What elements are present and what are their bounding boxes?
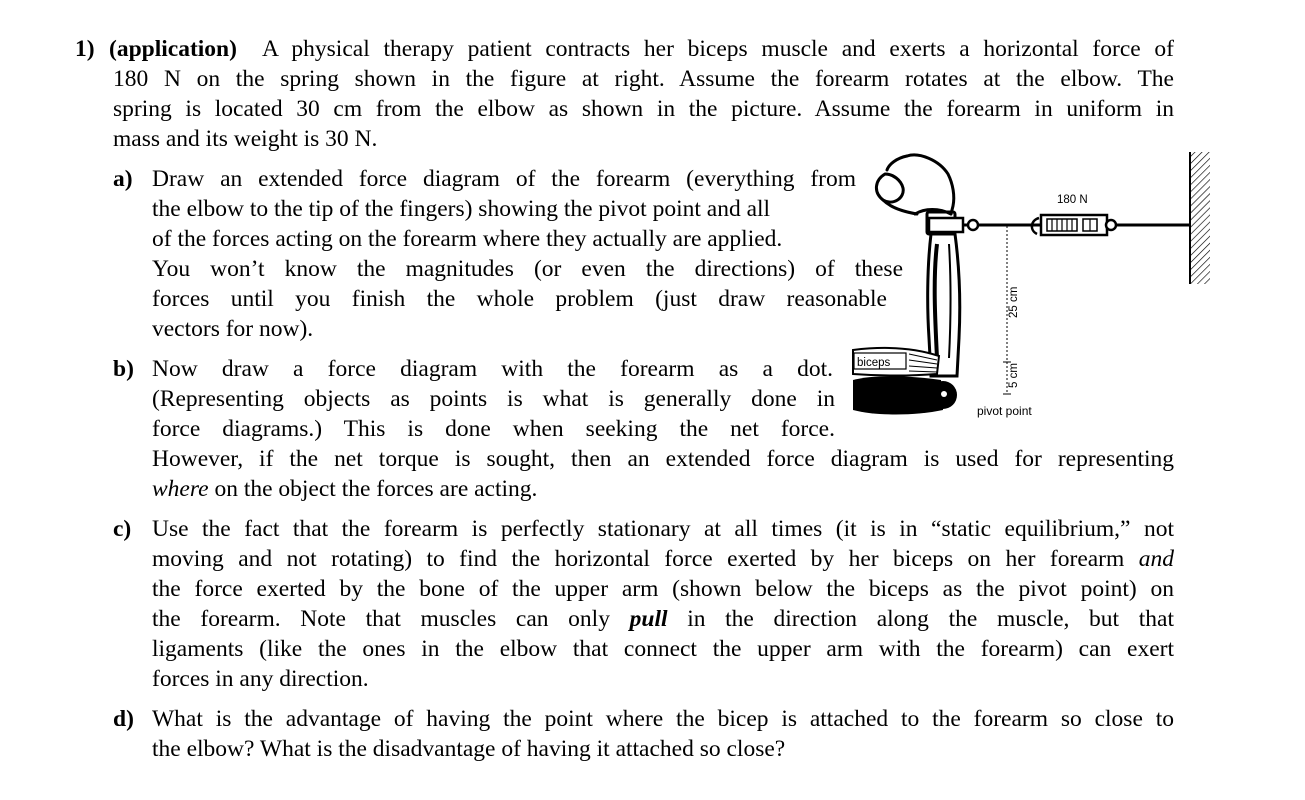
part-b-line-3: force diagrams.) This is done when seeking the net force.: [152, 416, 835, 442]
upper-arm: [853, 376, 957, 414]
part-c-label: c): [113, 516, 132, 542]
part-b-line-5-rest: on the object the forces are acting.: [208, 476, 538, 502]
part-c-line-6: forces in any direction.: [152, 666, 369, 692]
part-c-line-1: Use the fact that the forearm is perfectly stationary at all times (it is in “static equilibrium,” not: [152, 516, 1174, 542]
part-d-line-1: What is the advantage of having the point where the bicep is attached to the forearm so close to: [152, 706, 1174, 732]
wall: [1190, 152, 1210, 284]
part-c-line-3: the force exerted by the bone of the upper arm (shown below the biceps as the pivot point) on: [152, 576, 1174, 602]
part-c-line-4: [152, 604, 1174, 634]
dimension-25cm: 25 cm: [1008, 286, 1020, 318]
part-c-line-2-text: moving and not rotating) to find the horizontal force exerted by her biceps on her forearm: [152, 546, 1139, 572]
spring-scale: [1027, 215, 1190, 235]
problem-line-2: 180 N on the spring shown in the figure at right. Assume the forearm rotates at the elbow. The: [113, 66, 1174, 92]
part-b-italic-where: where: [152, 476, 209, 502]
part-b-label: b): [113, 356, 134, 382]
part-b-line-1: Now draw a force diagram with the forearm as a dot.: [152, 356, 833, 382]
problem-line-3: spring is located 30 cm from the elbow as shown in the picture. Assume the forearm in uniform in: [113, 96, 1174, 122]
part-c-bold-pull: pull: [629, 606, 668, 632]
part-c-italic-and: and: [1138, 546, 1174, 572]
problem-line-1: A physical therapy patient contracts her biceps muscle and exerts a horizontal force of: [262, 36, 1174, 62]
part-c-line-5: ligaments (like the ones in the elbow that connect the upper arm with the forearm) can exert: [152, 636, 1174, 662]
part-c-line-4-text-a: the forearm. Note that muscles can only: [152, 606, 630, 632]
part-a-line-3: of the forces acting on the forearm where they actually are applied.: [152, 226, 783, 252]
arm-spring-figure: [845, 148, 1215, 423]
part-c-line-2: [152, 544, 1174, 574]
problem-line-4: mass and its weight is 30 N.: [113, 126, 378, 152]
dimension-5cm: 5 cm: [1008, 363, 1020, 388]
part-b-line-5: [152, 474, 1174, 504]
pivot-point-label: pivot point: [977, 404, 1032, 418]
part-d-label: d): [113, 706, 134, 732]
part-a-line-1: Draw an extended force diagram of the forearm (everything from: [152, 166, 856, 192]
wrist-strap: [929, 218, 1027, 232]
problem-number: 1): [75, 36, 95, 62]
part-b-line-2: (Representing objects as points is what is generally done in: [152, 386, 835, 412]
problem-tag: (application): [109, 36, 237, 62]
part-a-line-5: forces until you finish the whole problem (just draw reasonable: [152, 286, 887, 312]
part-a-line-2: the elbow to the tip of the fingers) showing the pivot point and all: [152, 196, 771, 222]
spring-force-label: 180 N: [1057, 194, 1088, 206]
part-b-line-4: However, if the net torque is sought, then an extended force diagram is used for representing: [152, 446, 1174, 472]
part-c-line-4-text-c: in the direction along the muscle, but that: [667, 606, 1174, 632]
part-a-line-6: vectors for now).: [152, 316, 314, 342]
part-a-label: a): [113, 166, 133, 192]
part-a-line-4: You won’t know the magnitudes (or even the directions) of these: [152, 256, 903, 282]
biceps-label: biceps: [857, 357, 891, 369]
part-d-line-2: the elbow? What is the disadvantage of having it attached so close?: [152, 736, 786, 762]
